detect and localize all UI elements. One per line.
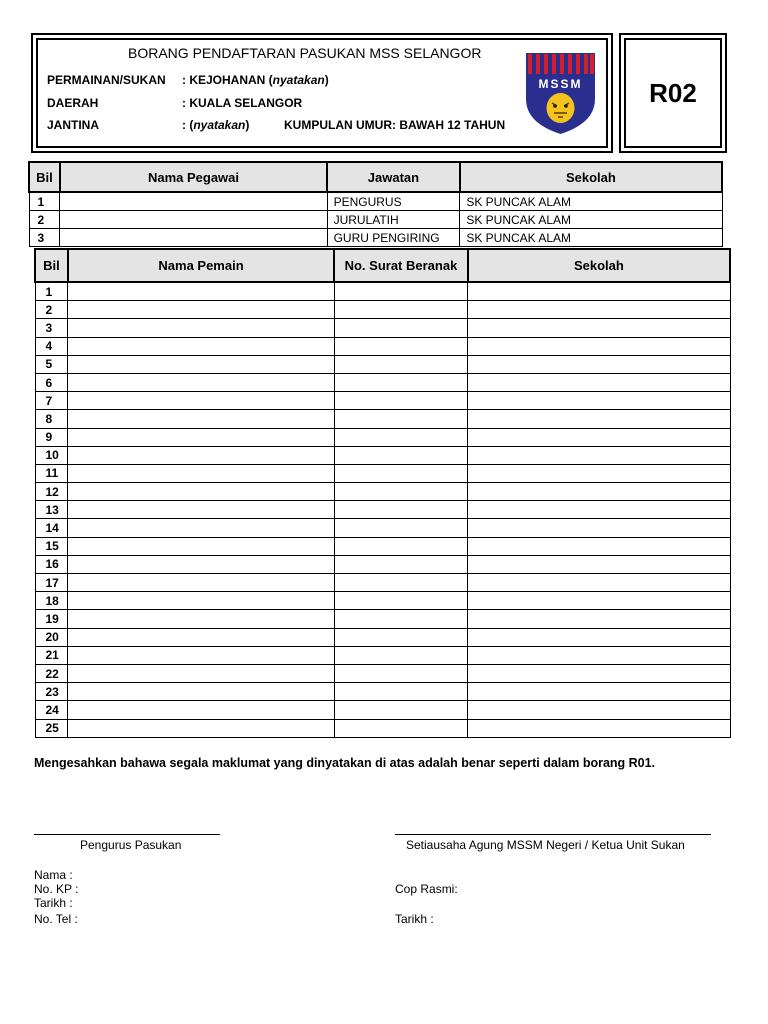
nama-cell[interactable] (60, 229, 327, 247)
sekolah-cell[interactable] (468, 646, 730, 664)
bil-cell: 16 (35, 555, 68, 573)
bil-cell: 1 (29, 192, 60, 211)
sekolah-cell[interactable] (468, 537, 730, 555)
surat-beranak-cell[interactable] (334, 464, 468, 482)
col-jawatan: Jawatan (327, 162, 460, 192)
field-nama: Nama : (34, 868, 73, 882)
bil-cell: 17 (35, 574, 68, 592)
signature-label-left: Pengurus Pasukan (80, 838, 182, 852)
bil-cell: 22 (35, 664, 68, 682)
bil-cell: 11 (35, 464, 68, 482)
sekolah-cell[interactable] (468, 664, 730, 682)
nama-pemain-cell[interactable] (68, 664, 334, 682)
nama-pemain-cell[interactable] (68, 428, 334, 446)
sekolah-cell[interactable] (468, 373, 730, 391)
sekolah-cell[interactable] (468, 392, 730, 410)
field-no-tel: No. Tel : (34, 912, 78, 926)
form-code: R02 (624, 38, 722, 148)
sekolah-cell[interactable] (468, 719, 730, 737)
bil-cell: 25 (35, 719, 68, 737)
table-row (35, 446, 730, 464)
nama-pemain-cell[interactable] (68, 683, 334, 701)
confirmation-text: Mengesahkan bahawa segala maklumat yang dinyatakan di atas adalah benar seperti dalam borang R01. (34, 756, 656, 770)
sekolah-cell[interactable] (468, 483, 730, 501)
jawatan-cell: JURULATIH (327, 211, 460, 229)
table-row (29, 211, 722, 229)
bil-cell: 12 (35, 483, 68, 501)
surat-beranak-cell[interactable] (334, 392, 468, 410)
value-daerah: : KUALA SELANGOR (182, 96, 303, 110)
surat-beranak-cell[interactable] (334, 410, 468, 428)
table-row (35, 337, 730, 355)
bil-cell: 2 (29, 211, 60, 229)
table-row (35, 646, 730, 664)
table-row (35, 464, 730, 482)
table-row (35, 683, 730, 701)
nama-pemain-cell[interactable] (68, 301, 334, 319)
sekolah-cell[interactable] (468, 610, 730, 628)
table-row (35, 719, 730, 737)
nama-pemain-cell[interactable] (68, 592, 334, 610)
surat-beranak-cell[interactable] (334, 719, 468, 737)
surat-beranak-cell[interactable] (334, 555, 468, 573)
surat-beranak-cell[interactable] (334, 337, 468, 355)
nama-cell[interactable] (60, 211, 327, 229)
nama-pemain-cell[interactable] (68, 519, 334, 537)
bil-cell: 1 (35, 282, 68, 301)
sekolah-cell[interactable] (468, 428, 730, 446)
sekolah-cell: SK PUNCAK ALAM (460, 211, 722, 229)
bil-cell: 21 (35, 646, 68, 664)
officials-table (28, 161, 723, 247)
table-row (35, 319, 730, 337)
nama-pemain-cell[interactable] (68, 282, 334, 301)
surat-beranak-cell[interactable] (334, 574, 468, 592)
sekolah-cell[interactable] (468, 337, 730, 355)
surat-beranak-cell[interactable] (334, 428, 468, 446)
nama-pemain-cell[interactable] (68, 537, 334, 555)
surat-beranak-cell[interactable] (334, 610, 468, 628)
signature-line-right (395, 834, 711, 835)
label-daerah: DAERAH (47, 96, 99, 110)
surat-beranak-cell[interactable] (334, 282, 468, 301)
surat-beranak-cell[interactable] (334, 537, 468, 555)
surat-beranak-cell[interactable] (334, 501, 468, 519)
nama-pemain-cell[interactable] (68, 574, 334, 592)
sekolah-cell[interactable] (468, 701, 730, 719)
label-jantina: JANTINA (47, 118, 100, 132)
sekolah-cell[interactable] (468, 683, 730, 701)
nama-pemain-cell[interactable] (68, 719, 334, 737)
nama-pemain-cell[interactable] (68, 446, 334, 464)
nama-pemain-cell[interactable] (68, 337, 334, 355)
sekolah-cell[interactable] (468, 574, 730, 592)
bil-cell: 13 (35, 501, 68, 519)
bil-cell: 19 (35, 610, 68, 628)
bil-cell: 20 (35, 628, 68, 646)
table-row (35, 574, 730, 592)
table-row (35, 483, 730, 501)
table-row (35, 428, 730, 446)
table-row (35, 373, 730, 391)
col-sekolah: Sekolah (468, 249, 730, 282)
surat-beranak-cell[interactable] (334, 446, 468, 464)
table-row (29, 192, 722, 211)
sekolah-cell[interactable] (468, 410, 730, 428)
nama-pemain-cell[interactable] (68, 464, 334, 482)
surat-beranak-cell[interactable] (334, 355, 468, 373)
bil-cell: 10 (35, 446, 68, 464)
col-nama-pegawai: Nama Pegawai (60, 162, 327, 192)
table-row (35, 392, 730, 410)
table-row (35, 555, 730, 573)
bil-cell: 5 (35, 355, 68, 373)
table-row (35, 701, 730, 719)
surat-beranak-cell[interactable] (334, 701, 468, 719)
col-sekolah: Sekolah (460, 162, 722, 192)
bil-cell: 3 (35, 319, 68, 337)
table-row (35, 519, 730, 537)
table-row (35, 628, 730, 646)
table-row (35, 410, 730, 428)
sekolah-cell[interactable] (468, 555, 730, 573)
sekolah-cell[interactable] (468, 319, 730, 337)
svg-text:MSSM: MSSM (538, 77, 583, 91)
surat-beranak-cell[interactable] (334, 301, 468, 319)
sekolah-cell[interactable] (468, 519, 730, 537)
sekolah-cell: SK PUNCAK ALAM (460, 229, 722, 247)
age-group: KUMPULAN UMUR: BAWAH 12 TAHUN (284, 118, 506, 132)
nama-pemain-cell[interactable] (68, 610, 334, 628)
nama-pemain-cell[interactable] (68, 355, 334, 373)
bil-cell: 24 (35, 701, 68, 719)
surat-beranak-cell[interactable] (334, 628, 468, 646)
bil-cell: 2 (35, 301, 68, 319)
table-row (35, 610, 730, 628)
table-row (35, 537, 730, 555)
col-surat-beranak: No. Surat Beranak (334, 249, 468, 282)
nama-pemain-cell[interactable] (68, 646, 334, 664)
nama-pemain-cell[interactable] (68, 319, 334, 337)
surat-beranak-cell[interactable] (334, 664, 468, 682)
bil-cell: 3 (29, 229, 60, 247)
value-permainan: : KEJOHANAN (nyatakan) (182, 73, 329, 87)
sekolah-cell[interactable] (468, 628, 730, 646)
sekolah-cell[interactable] (468, 464, 730, 482)
field-tarikh-right: Tarikh : (395, 912, 434, 926)
table-row (35, 501, 730, 519)
nama-pemain-cell[interactable] (68, 501, 334, 519)
signature-line-left (34, 834, 220, 835)
table-row (35, 592, 730, 610)
surat-beranak-cell[interactable] (334, 319, 468, 337)
field-cop-rasmi: Cop Rasmi: (395, 882, 458, 896)
value-jantina: : (nyatakan) (182, 118, 250, 132)
table-row (35, 282, 730, 301)
nama-pemain-cell[interactable] (68, 701, 334, 719)
bil-cell: 8 (35, 410, 68, 428)
col-nama-pemain: Nama Pemain (68, 249, 334, 282)
sekolah-cell[interactable] (468, 592, 730, 610)
surat-beranak-cell[interactable] (334, 519, 468, 537)
sekolah-cell: SK PUNCAK ALAM (460, 192, 722, 211)
bil-cell: 9 (35, 428, 68, 446)
label-permainan: PERMAINAN/SUKAN (47, 73, 166, 87)
nama-pemain-cell[interactable] (68, 555, 334, 573)
sekolah-cell[interactable] (468, 501, 730, 519)
table-row (35, 301, 730, 319)
nama-pemain-cell[interactable] (68, 392, 334, 410)
jawatan-cell: GURU PENGIRING (327, 229, 460, 247)
bil-cell: 6 (35, 373, 68, 391)
form-title: BORANG PENDAFTARAN PASUKAN MSS SELANGOR (128, 45, 482, 61)
bil-cell: 15 (35, 537, 68, 555)
sekolah-cell[interactable] (468, 355, 730, 373)
table-row (29, 229, 722, 247)
surat-beranak-cell[interactable] (334, 683, 468, 701)
bil-cell: 23 (35, 683, 68, 701)
nama-cell[interactable] (60, 192, 327, 211)
nama-pemain-cell[interactable] (68, 628, 334, 646)
jawatan-cell: PENGURUS (327, 192, 460, 211)
surat-beranak-cell[interactable] (334, 483, 468, 501)
bil-cell: 7 (35, 392, 68, 410)
players-table (34, 248, 731, 738)
sekolah-cell[interactable] (468, 301, 730, 319)
field-no-kp: No. KP : (34, 882, 79, 896)
sekolah-cell[interactable] (468, 282, 730, 301)
field-tarikh: Tarikh : (34, 896, 73, 910)
surat-beranak-cell[interactable] (334, 592, 468, 610)
table-row (35, 355, 730, 373)
bil-cell: 14 (35, 519, 68, 537)
bil-cell: 18 (35, 592, 68, 610)
mssm-logo (524, 51, 597, 136)
surat-beranak-cell[interactable] (334, 646, 468, 664)
surat-beranak-cell[interactable] (334, 373, 468, 391)
sekolah-cell[interactable] (468, 446, 730, 464)
nama-pemain-cell[interactable] (68, 373, 334, 391)
table-row (35, 664, 730, 682)
nama-pemain-cell[interactable] (68, 410, 334, 428)
signature-label-right: Setiausaha Agung MSSM Negeri / Ketua Unit Sukan (406, 838, 685, 852)
nama-pemain-cell[interactable] (68, 483, 334, 501)
col-bil: Bil (35, 249, 68, 282)
col-bil: Bil (29, 162, 60, 192)
bil-cell: 4 (35, 337, 68, 355)
